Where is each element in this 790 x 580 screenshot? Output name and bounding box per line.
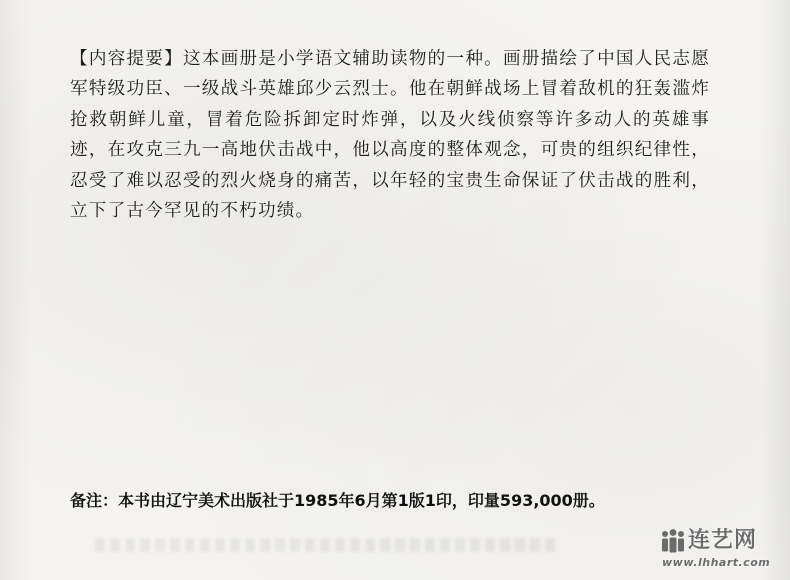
watermark-name: 连艺网 bbox=[688, 528, 758, 553]
content-summary bbox=[70, 44, 710, 226]
publication-note: 备注：本书由辽宁美术出版社于1985年6月第1版1印，印量593,000册。 bbox=[70, 491, 605, 510]
show-through-text bbox=[95, 538, 555, 552]
site-watermark bbox=[660, 528, 778, 574]
watermark-url: www.lhhart.com bbox=[662, 556, 771, 569]
summary-text: 这本画册是小学语文辅助读物的一种。画册描绘了中国人民志愿军特级功臣、一级战斗英雄邱少云烈士。他在朝鲜战场上冒着敌机的狂轰滥炸抢救朝鲜儿童，冒着危险拆卸定时炸弹，以及火线侦察等许多动人的英雄事迹，在攻克三九一高地伏击战中，他以高度的整体观念，可贵的组织纪律性，忍受了难以忍受的烈火烧身的痛苦，以年轻的宝贵生命保证了伏击战的胜利，立下了古今罕见的不朽功绩。 bbox=[70, 49, 710, 222]
summary-label: 【内容提要】 bbox=[70, 49, 183, 69]
people-group-icon bbox=[660, 528, 686, 554]
